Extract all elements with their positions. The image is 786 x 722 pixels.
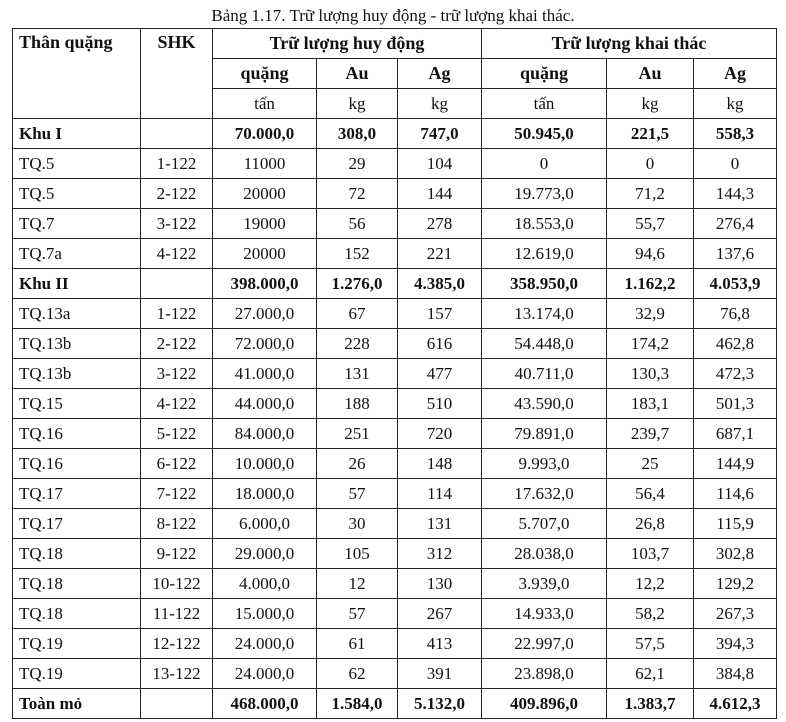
shk-cell: 4-122: [141, 239, 213, 269]
value-cell: 358.950,0: [482, 269, 607, 299]
ore-body-cell: TQ.15: [13, 389, 141, 419]
header-ore-body: Thân quặng: [13, 29, 141, 119]
table-row: [13, 419, 777, 449]
value-cell: 747,0: [398, 119, 482, 149]
value-cell: 30: [317, 509, 398, 539]
value-cell: 58,2: [607, 599, 694, 629]
value-cell: 131: [317, 359, 398, 389]
value-cell: 228: [317, 329, 398, 359]
unit-cell: tấn: [213, 89, 317, 119]
value-cell: 15.000,0: [213, 599, 317, 629]
value-cell: 148: [398, 449, 482, 479]
value-cell: 276,4: [694, 209, 777, 239]
value-cell: 0: [694, 149, 777, 179]
ore-body-cell: TQ.13b: [13, 359, 141, 389]
value-cell: 114: [398, 479, 482, 509]
value-cell: 10.000,0: [213, 449, 317, 479]
value-cell: 20000: [213, 239, 317, 269]
ore-body-cell: TQ.7: [13, 209, 141, 239]
value-cell: 55,7: [607, 209, 694, 239]
shk-cell: 4-122: [141, 389, 213, 419]
value-cell: 278: [398, 209, 482, 239]
value-cell: 510: [398, 389, 482, 419]
value-cell: 17.632,0: [482, 479, 607, 509]
value-cell: 5.707,0: [482, 509, 607, 539]
shk-cell: 2-122: [141, 179, 213, 209]
ore-body-cell: TQ.18: [13, 569, 141, 599]
value-cell: 32,9: [607, 299, 694, 329]
value-cell: 0: [482, 149, 607, 179]
value-cell: 62: [317, 659, 398, 689]
table-row: [13, 599, 777, 629]
unit-cell: kg: [317, 89, 398, 119]
table-row: [13, 179, 777, 209]
value-cell: 50.945,0: [482, 119, 607, 149]
shk-cell: 2-122: [141, 329, 213, 359]
value-cell: 22.997,0: [482, 629, 607, 659]
value-cell: 18.553,0: [482, 209, 607, 239]
value-cell: 57: [317, 599, 398, 629]
value-cell: 115,9: [694, 509, 777, 539]
value-cell: 391: [398, 659, 482, 689]
value-cell: 4.000,0: [213, 569, 317, 599]
ore-body-cell: Toàn mỏ: [13, 689, 141, 719]
table-row: [13, 539, 777, 569]
unit-cell: kg: [694, 89, 777, 119]
value-cell: 26,8: [607, 509, 694, 539]
table-row: [13, 149, 777, 179]
value-cell: 20000: [213, 179, 317, 209]
value-cell: 72.000,0: [213, 329, 317, 359]
unit-cell: kg: [607, 89, 694, 119]
value-cell: 1.276,0: [317, 269, 398, 299]
value-cell: 4.612,3: [694, 689, 777, 719]
value-cell: 394,3: [694, 629, 777, 659]
ore-body-cell: TQ.7a: [13, 239, 141, 269]
value-cell: 409.896,0: [482, 689, 607, 719]
shk-cell: [141, 119, 213, 149]
ore-body-cell: TQ.13a: [13, 299, 141, 329]
value-cell: 221: [398, 239, 482, 269]
value-cell: 468.000,0: [213, 689, 317, 719]
header-shk: SHK: [141, 29, 213, 119]
value-cell: 43.590,0: [482, 389, 607, 419]
shk-cell: 5-122: [141, 419, 213, 449]
value-cell: 24.000,0: [213, 659, 317, 689]
value-cell: 3.939,0: [482, 569, 607, 599]
ore-body-cell: Khu I: [13, 119, 141, 149]
value-cell: 501,3: [694, 389, 777, 419]
table-row: [13, 449, 777, 479]
table-row: [13, 329, 777, 359]
value-cell: 57: [317, 479, 398, 509]
value-cell: 18.000,0: [213, 479, 317, 509]
value-cell: 24.000,0: [213, 629, 317, 659]
value-cell: 56: [317, 209, 398, 239]
unit-cell: kg: [398, 89, 482, 119]
value-cell: 251: [317, 419, 398, 449]
value-cell: 616: [398, 329, 482, 359]
value-cell: 62,1: [607, 659, 694, 689]
ore-body-cell: TQ.5: [13, 149, 141, 179]
value-cell: 104: [398, 149, 482, 179]
value-cell: 11000: [213, 149, 317, 179]
table-row: [13, 359, 777, 389]
header-mining-reserves: Trữ lượng khai thác: [482, 29, 777, 59]
subheader-cell: Ag: [398, 59, 482, 89]
value-cell: 44.000,0: [213, 389, 317, 419]
value-cell: 188: [317, 389, 398, 419]
shk-cell: 6-122: [141, 449, 213, 479]
table-caption: Bảng 1.17. Trữ lượng huy động - trữ lượng khai thác.: [211, 6, 575, 25]
value-cell: 720: [398, 419, 482, 449]
ore-body-cell: TQ.18: [13, 599, 141, 629]
table-row: [13, 239, 777, 269]
ore-body-cell: TQ.19: [13, 659, 141, 689]
value-cell: 12,2: [607, 569, 694, 599]
table-row: [13, 119, 777, 149]
value-cell: 40.711,0: [482, 359, 607, 389]
shk-cell: 1-122: [141, 149, 213, 179]
value-cell: 267: [398, 599, 482, 629]
table-body: [13, 119, 777, 719]
value-cell: 27.000,0: [213, 299, 317, 329]
value-cell: 398.000,0: [213, 269, 317, 299]
value-cell: 19.773,0: [482, 179, 607, 209]
subheader-cell: quặng: [213, 59, 317, 89]
value-cell: 157: [398, 299, 482, 329]
value-cell: 308,0: [317, 119, 398, 149]
value-cell: 19000: [213, 209, 317, 239]
value-cell: 54.448,0: [482, 329, 607, 359]
table-row: [13, 299, 777, 329]
ore-body-cell: TQ.17: [13, 479, 141, 509]
value-cell: 56,4: [607, 479, 694, 509]
table-row: [13, 689, 777, 719]
value-cell: 72: [317, 179, 398, 209]
value-cell: 29.000,0: [213, 539, 317, 569]
value-cell: 114,6: [694, 479, 777, 509]
value-cell: 103,7: [607, 539, 694, 569]
value-cell: 312: [398, 539, 482, 569]
ore-body-cell: TQ.5: [13, 179, 141, 209]
value-cell: 41.000,0: [213, 359, 317, 389]
value-cell: 477: [398, 359, 482, 389]
table-row: [13, 629, 777, 659]
table-row: [13, 269, 777, 299]
value-cell: 1.162,2: [607, 269, 694, 299]
value-cell: 4.053,9: [694, 269, 777, 299]
value-cell: 105: [317, 539, 398, 569]
value-cell: 57,5: [607, 629, 694, 659]
value-cell: 12: [317, 569, 398, 599]
value-cell: 384,8: [694, 659, 777, 689]
value-cell: 129,2: [694, 569, 777, 599]
value-cell: 302,8: [694, 539, 777, 569]
shk-cell: 9-122: [141, 539, 213, 569]
value-cell: 239,7: [607, 419, 694, 449]
value-cell: 137,6: [694, 239, 777, 269]
value-cell: 67: [317, 299, 398, 329]
value-cell: 0: [607, 149, 694, 179]
value-cell: 29: [317, 149, 398, 179]
value-cell: 1.383,7: [607, 689, 694, 719]
subheader-cell: Au: [317, 59, 398, 89]
value-cell: 5.132,0: [398, 689, 482, 719]
shk-cell: 3-122: [141, 209, 213, 239]
shk-cell: 10-122: [141, 569, 213, 599]
ore-body-cell: TQ.19: [13, 629, 141, 659]
table-row: [13, 209, 777, 239]
shk-cell: 7-122: [141, 479, 213, 509]
value-cell: 152: [317, 239, 398, 269]
ore-body-cell: TQ.17: [13, 509, 141, 539]
value-cell: 76,8: [694, 299, 777, 329]
value-cell: 71,2: [607, 179, 694, 209]
header-mobilized-reserves: Trữ lượng huy động: [213, 29, 482, 59]
ore-body-cell: TQ.16: [13, 419, 141, 449]
value-cell: 70.000,0: [213, 119, 317, 149]
value-cell: 61: [317, 629, 398, 659]
value-cell: 9.993,0: [482, 449, 607, 479]
shk-cell: 13-122: [141, 659, 213, 689]
value-cell: 144,9: [694, 449, 777, 479]
value-cell: 413: [398, 629, 482, 659]
shk-cell: [141, 689, 213, 719]
value-cell: 1.584,0: [317, 689, 398, 719]
value-cell: 472,3: [694, 359, 777, 389]
value-cell: 558,3: [694, 119, 777, 149]
shk-cell: [141, 269, 213, 299]
table-row: [13, 389, 777, 419]
ore-body-cell: TQ.16: [13, 449, 141, 479]
value-cell: 144,3: [694, 179, 777, 209]
value-cell: 13.174,0: [482, 299, 607, 329]
shk-cell: 12-122: [141, 629, 213, 659]
value-cell: 94,6: [607, 239, 694, 269]
ore-body-cell: TQ.13b: [13, 329, 141, 359]
value-cell: 687,1: [694, 419, 777, 449]
table-row: [13, 569, 777, 599]
table-row: [13, 479, 777, 509]
value-cell: 84.000,0: [213, 419, 317, 449]
shk-cell: 1-122: [141, 299, 213, 329]
value-cell: 144: [398, 179, 482, 209]
value-cell: 130,3: [607, 359, 694, 389]
value-cell: 79.891,0: [482, 419, 607, 449]
value-cell: 4.385,0: [398, 269, 482, 299]
value-cell: 14.933,0: [482, 599, 607, 629]
table-row: [13, 509, 777, 539]
shk-cell: 11-122: [141, 599, 213, 629]
value-cell: 23.898,0: [482, 659, 607, 689]
value-cell: 131: [398, 509, 482, 539]
subheader-cell: quặng: [482, 59, 607, 89]
value-cell: 130: [398, 569, 482, 599]
ore-body-cell: Khu II: [13, 269, 141, 299]
value-cell: 6.000,0: [213, 509, 317, 539]
shk-cell: 3-122: [141, 359, 213, 389]
value-cell: 26: [317, 449, 398, 479]
subheader-cell: Au: [607, 59, 694, 89]
value-cell: 267,3: [694, 599, 777, 629]
header-row-1: [13, 29, 777, 59]
value-cell: 462,8: [694, 329, 777, 359]
value-cell: 28.038,0: [482, 539, 607, 569]
reserves-table: [12, 28, 777, 719]
value-cell: 12.619,0: [482, 239, 607, 269]
subheader-cell: Ag: [694, 59, 777, 89]
shk-cell: 8-122: [141, 509, 213, 539]
value-cell: 183,1: [607, 389, 694, 419]
value-cell: 221,5: [607, 119, 694, 149]
unit-cell: tấn: [482, 89, 607, 119]
table-row: [13, 659, 777, 689]
ore-body-cell: TQ.18: [13, 539, 141, 569]
value-cell: 174,2: [607, 329, 694, 359]
value-cell: 25: [607, 449, 694, 479]
